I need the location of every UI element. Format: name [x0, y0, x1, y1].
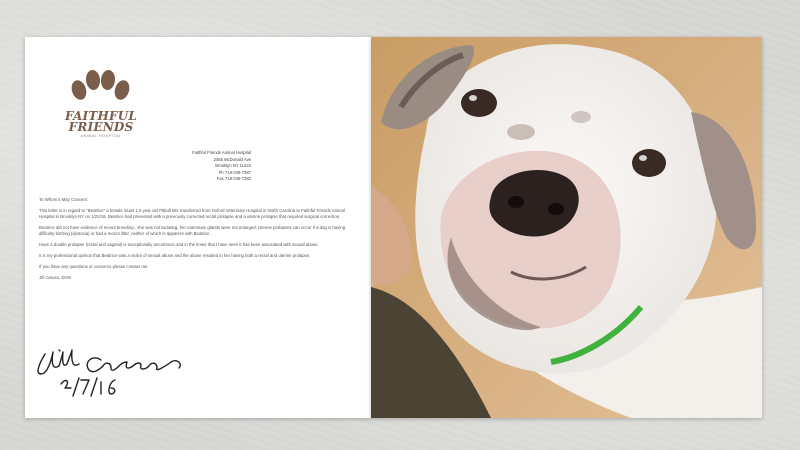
paragraph-2: Beatrice did not have evidence of recent breeding , she was not lactating, her mammary glands were not enlarged. Uterine prolapses can occur if a dog is having difficulty birthing (dystocia) or had a recent litter, neither of which is apparent with Beatrice. — [39, 225, 345, 237]
logo-subtext: ANIMAL HOSPITAL — [80, 134, 122, 138]
paragraph-4: It is my professional opinion that Beatrice was a victim of sexual abuse and the abuse resulted in her having both a rectal and uterine prolapse. — [39, 253, 311, 259]
dog-illustration — [371, 37, 762, 418]
address-fax: Fax 718-339-7382 — [216, 176, 251, 182]
address-name: Faithful Friends Animal Hospital — [192, 150, 251, 155]
address-phone: Ph 718-339-7387 — [218, 169, 251, 175]
dog-photo — [371, 37, 762, 418]
address-city: Brooklyn NY 11223 — [215, 163, 251, 169]
salutation: To Whom it May Concern: — [39, 197, 89, 202]
handwritten-signature — [31, 340, 201, 400]
letter-page — [25, 37, 371, 418]
paragraph-3: Have a double prolapse (rectal and vaginal) is exceptionally uncommon and in the times that I have seen it has been associated with sexual abuse. — [39, 242, 319, 248]
sign-off: Jill Caruso, DVM — [39, 274, 71, 280]
closing-line: If you have any questions or concerns please contact me. — [39, 264, 149, 270]
logo-wordmark: FAITHFUL FRIENDS — [65, 109, 138, 134]
paragraph-1: This letter is in regard to "Beatrice" a female intact 1.5 year old Pitbull Mix transferred from Oxford Veterinary Hospital in North Carolina to Faithful Friends Animal Hospital in Brooklyn NY on 1/22/16. Beatrice had presented with a previously corrected rectal prolapse and a uterine prolapse that required surgical correction. — [39, 207, 345, 220]
hospital-address — [145, 150, 251, 183]
address-street: 2455 McDonald Ave — [213, 156, 251, 162]
letter-body — [39, 197, 357, 286]
